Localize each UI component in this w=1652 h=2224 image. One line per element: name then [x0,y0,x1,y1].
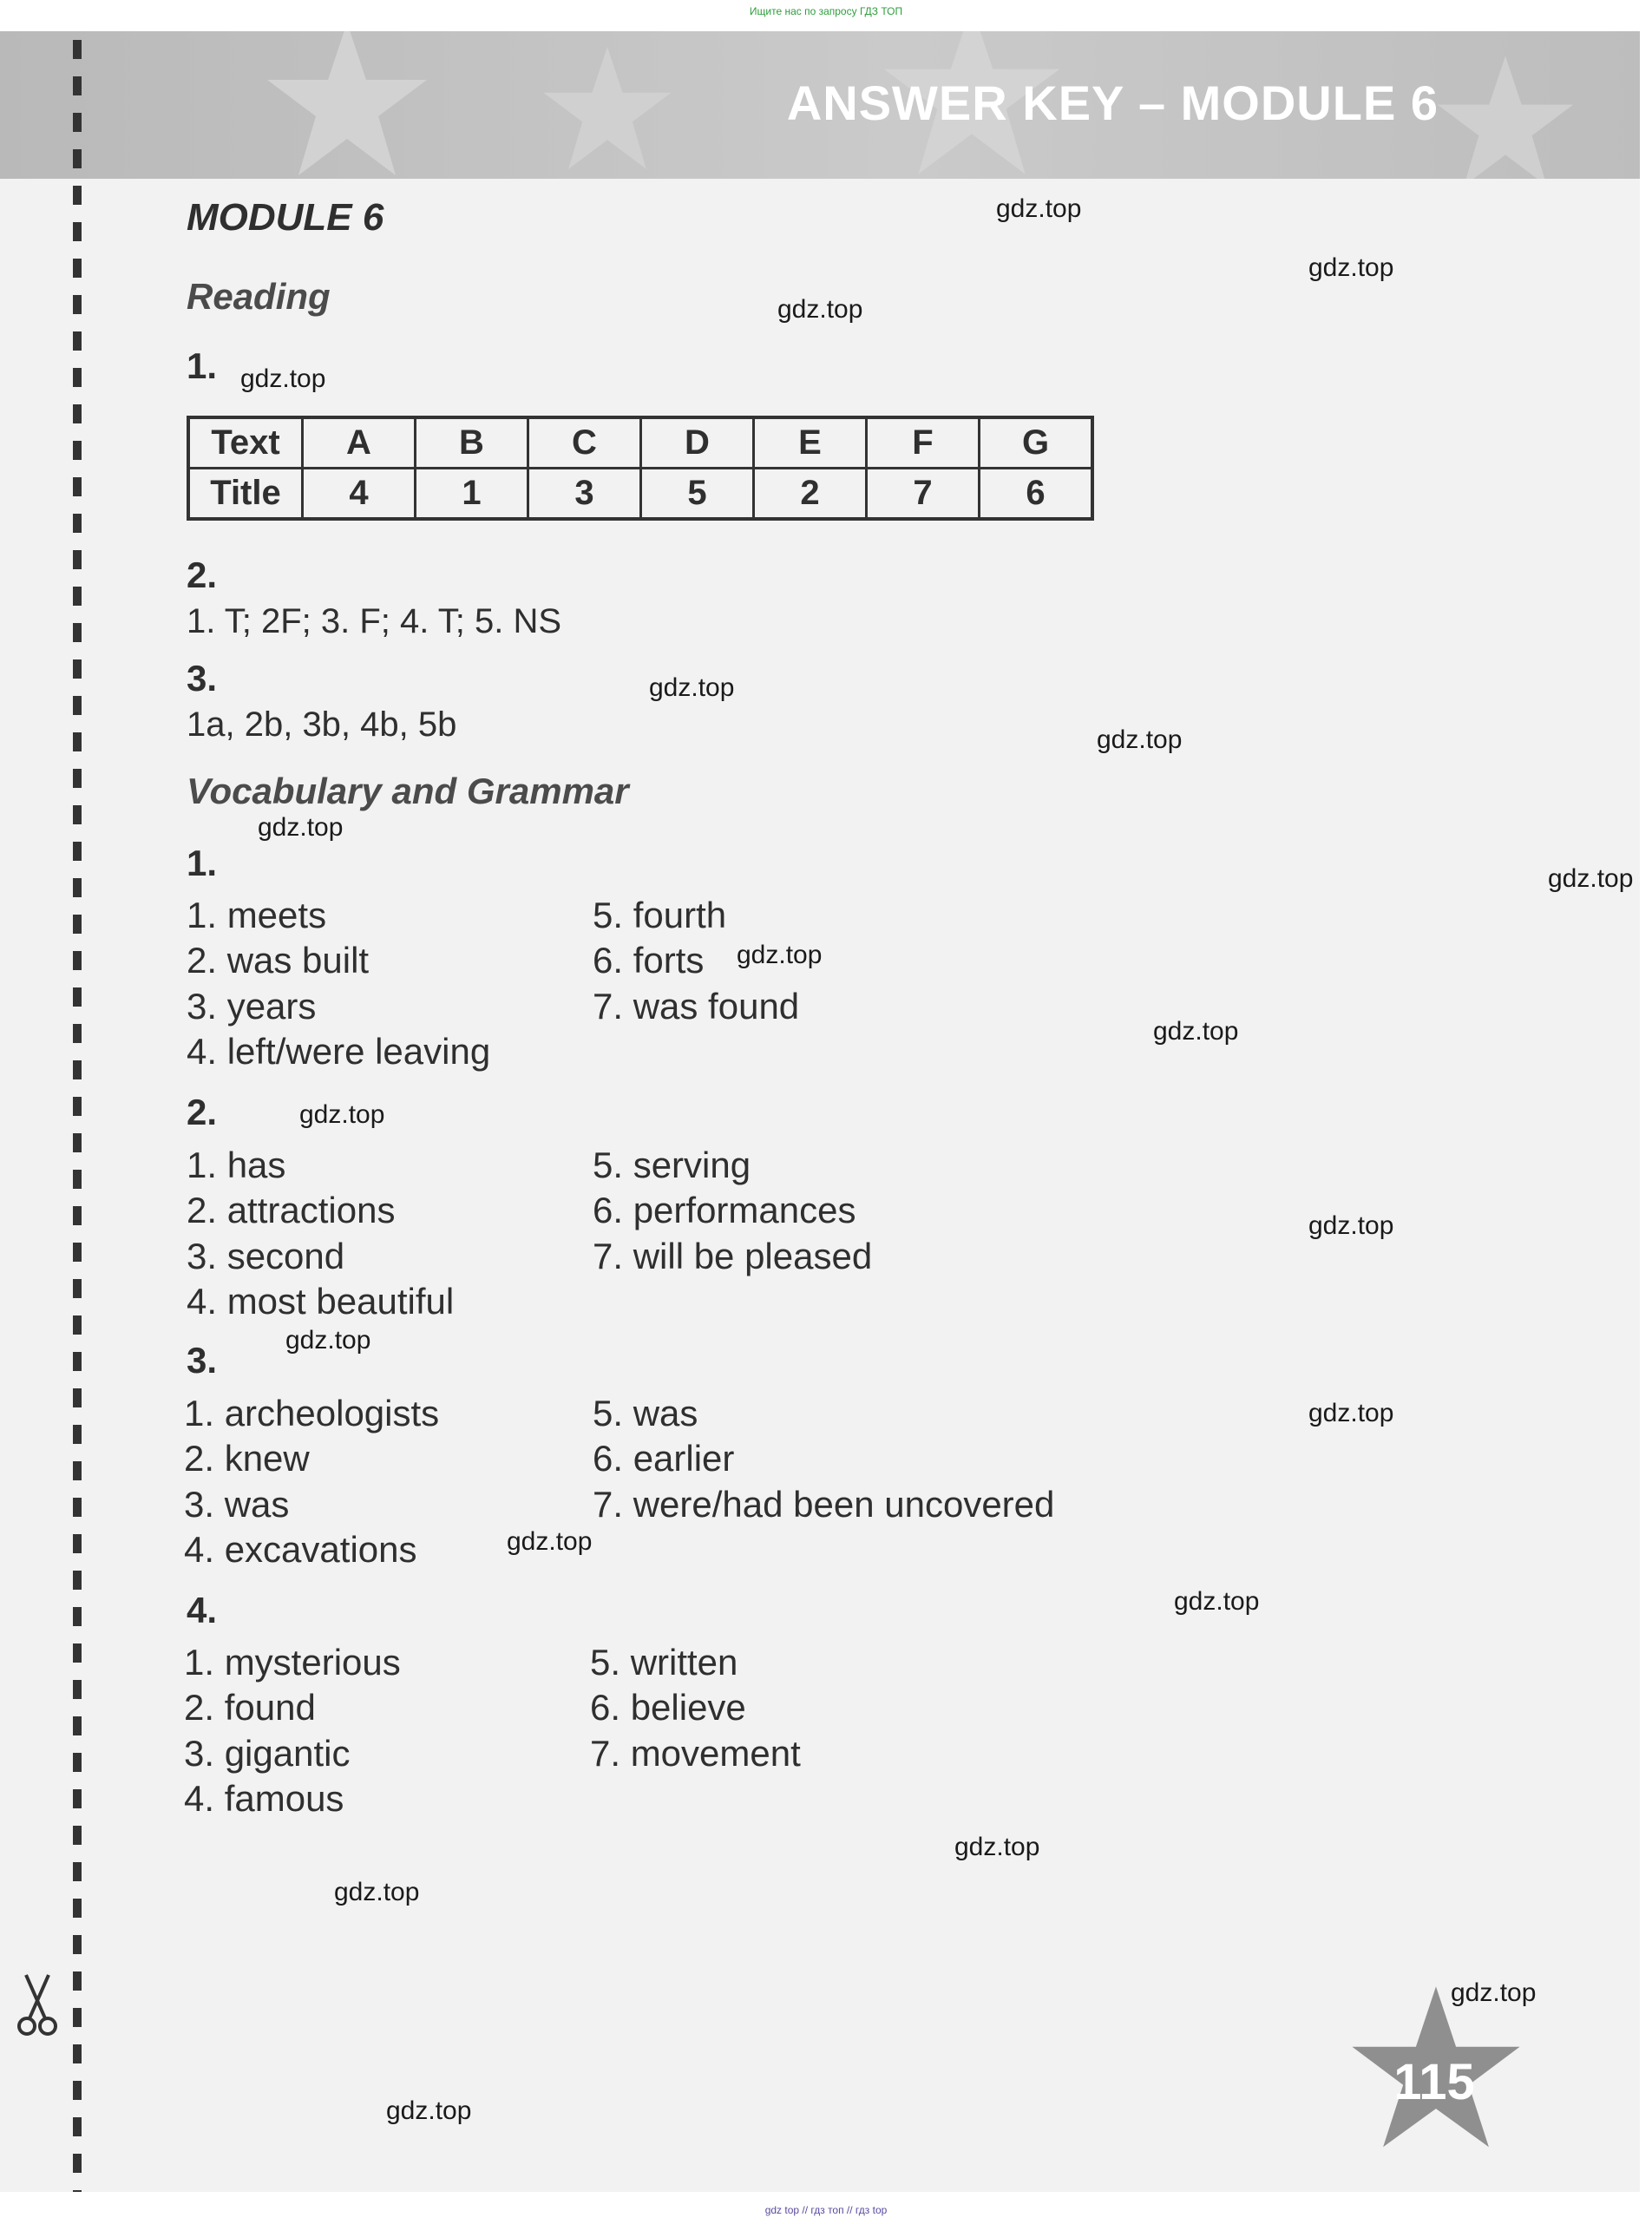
vocab-heading: Vocabulary and Grammar [187,771,629,811]
answer-item: 2. found [184,1687,316,1728]
reading-ex3-number: 3. [187,658,218,699]
answer-item: 1. has [187,1145,286,1185]
table-cell: E [754,417,867,469]
watermark: gdz.top [386,2096,472,2125]
table-cell: 6 [980,469,1093,520]
answer-item: 5. written [590,1642,738,1683]
watermark: gdz.top [1451,1978,1537,2007]
answer-item: 4. excavations [184,1529,417,1570]
answer-item: 6. earlier [593,1438,735,1479]
header-star-icon [538,40,677,179]
watermark: gdz.top [1097,725,1183,754]
answer-item: 5. serving [593,1145,751,1185]
watermark: gdz.top [258,813,344,842]
watermark: gdz.top [1153,1017,1239,1046]
answer-item: 5. was [593,1393,698,1433]
reading-ex3-answers: 1a, 2b, 3b, 4b, 5b [187,705,457,744]
table-cell: C [528,417,641,469]
answer-item: 1. mysterious [184,1642,401,1683]
watermark: gdz.top [1308,253,1394,282]
page-number: 115 [1393,2054,1475,2110]
table-cell: 1 [416,469,528,520]
watermark: gdz.top [1308,1211,1394,1240]
table-cell: G [980,417,1093,469]
cut-line [73,40,82,2192]
table-cell: Text [188,417,303,469]
answer-item: 7. movement [590,1733,801,1774]
table-cell: B [416,417,528,469]
reading-heading: Reading [187,276,331,317]
answer-item: 7. was found [593,986,800,1027]
reading-ex1-number: 1. [187,345,218,386]
watermark: gdz.top [649,673,735,702]
answer-item: 6. believe [590,1687,746,1728]
watermark: gdz.top [1548,864,1634,893]
watermark: gdz.top [954,1833,1040,1861]
answer-item: 3. was [184,1484,290,1525]
vocab-ex1-number: 1. [187,843,218,883]
table-cell: 3 [528,469,641,520]
answer-item: 3. years [187,986,317,1027]
answer-item: 6. performances [593,1190,856,1230]
watermark: gdz.top [507,1527,593,1556]
answer-item: 2. knew [184,1438,310,1479]
answer-item: 2. attractions [187,1190,396,1230]
watermark: gdz.top [996,194,1082,223]
table-cell: Title [188,469,303,520]
table-row [188,469,1092,520]
answer-item: 4. famous [184,1778,344,1819]
reading-ex2-answers: 1. T; 2F; 3. F; 4. T; 5. NS [187,602,562,640]
table-cell: F [867,417,980,469]
answer-item: 7. were/had been uncovered [593,1484,1055,1525]
top-note: Ищите нас по запросу ГДЗ ТОП [749,5,903,17]
watermark: gdz.top [240,364,326,393]
watermark: gdz.top [1308,1399,1394,1427]
header-star-icon [260,31,434,179]
table-cell: 5 [641,469,754,520]
reading-answer-table [187,416,1094,521]
watermark: gdz.top [1174,1587,1260,1616]
reading-ex2-number: 2. [187,554,218,595]
table-cell: A [303,417,416,469]
table-row [188,417,1092,469]
table-cell: D [641,417,754,469]
answer-item: 4. left/were leaving [187,1031,491,1072]
table-cell: 7 [867,469,980,520]
header-title: ANSWER KEY – MODULE 6 [786,75,1439,130]
vocab-ex4-number: 4. [187,1590,218,1630]
watermark: gdz.top [777,295,863,324]
scissors-icon [16,1971,59,2040]
bottom-note: gdz top // гдз топ // гдз top [764,2204,888,2216]
header-star-icon [1432,49,1579,179]
answer-item: 4. most beautiful [187,1281,455,1322]
table-cell: 4 [303,469,416,520]
answer-item: 7. will be pleased [593,1236,873,1276]
answer-item: 3. second [187,1236,345,1276]
answer-item: 3. gigantic [184,1733,351,1774]
watermark: gdz.top [285,1326,371,1355]
header-band [0,31,1640,179]
answer-item: 5. fourth [593,895,727,935]
vocab-ex2-number: 2. [187,1092,218,1132]
answer-item: 1. archeologists [184,1393,440,1433]
answer-key-page [0,31,1640,2192]
module-title: MODULE 6 [187,196,384,239]
vocab-ex3-number: 3. [187,1340,218,1381]
answer-item: 1. meets [187,895,327,935]
table-cell: 2 [754,469,867,520]
watermark: gdz.top [334,1878,420,1906]
watermark: gdz.top [299,1100,385,1129]
answer-item: 6. forts [593,940,705,981]
answer-item: 2. was built [187,940,370,981]
watermark: gdz.top [737,941,823,969]
